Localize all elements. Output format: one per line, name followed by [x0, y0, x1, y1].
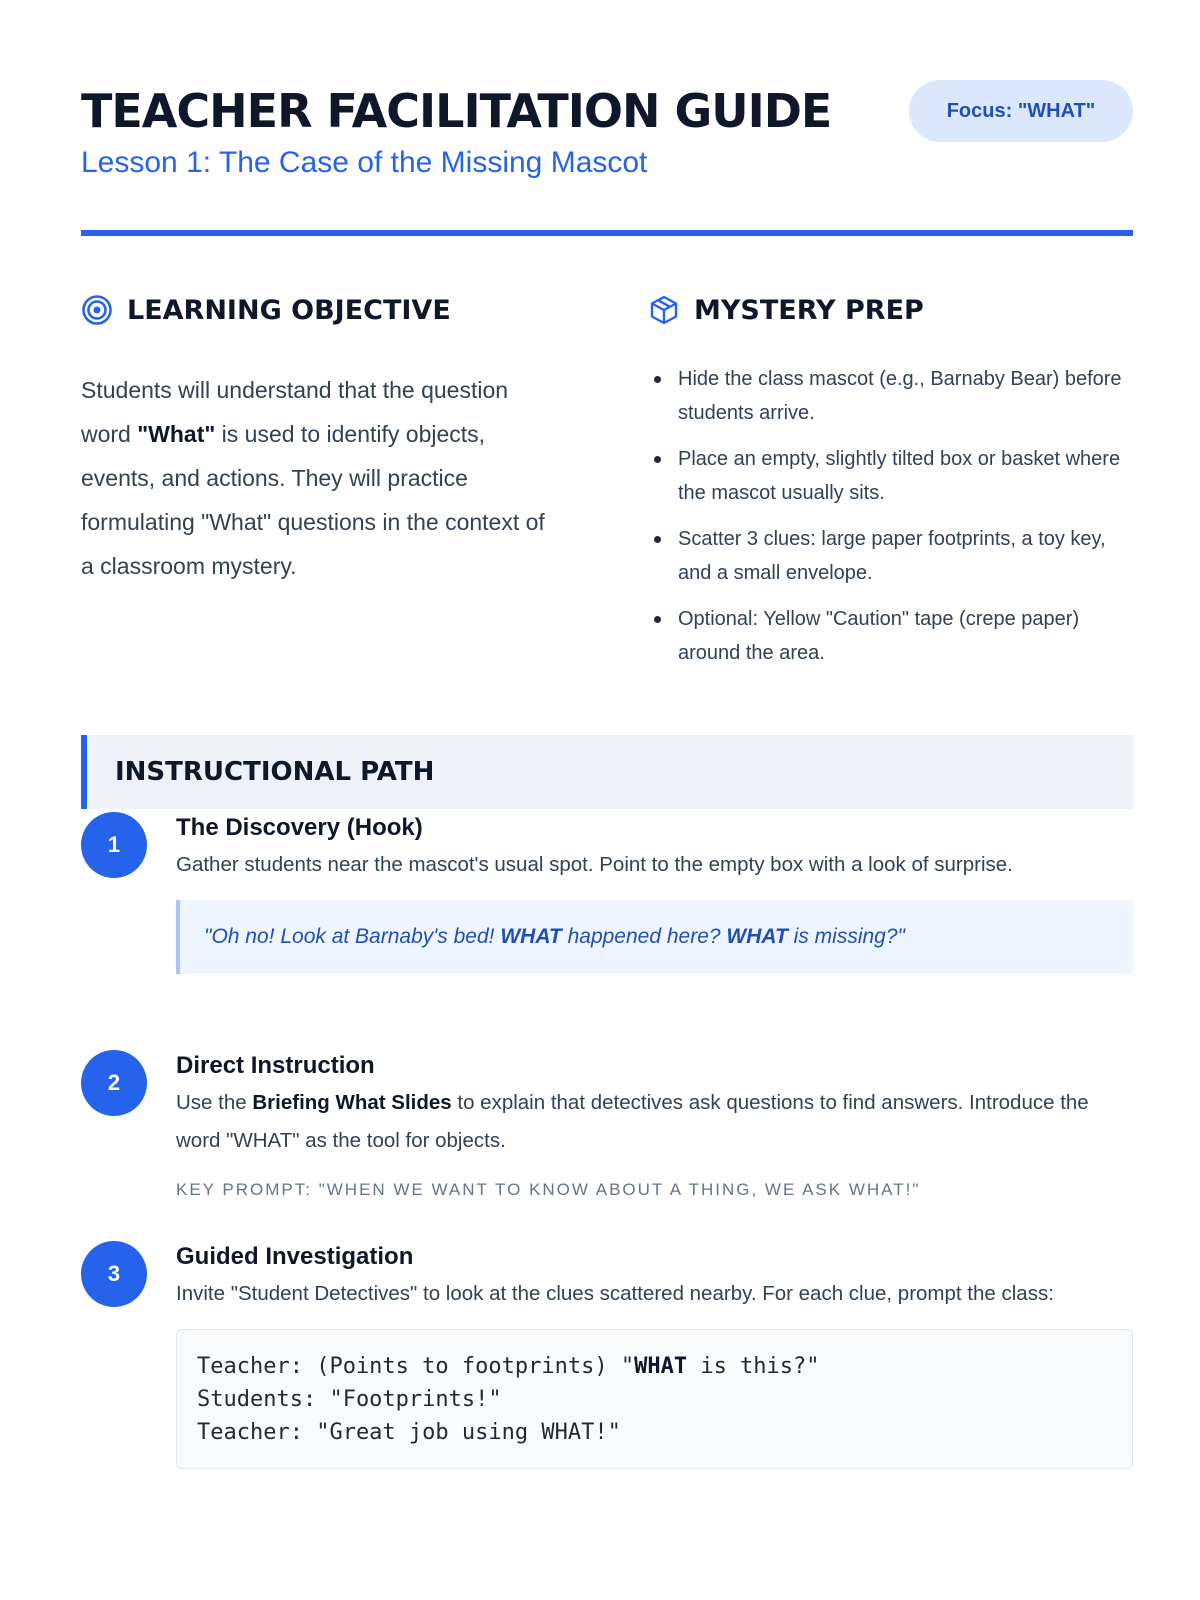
learning-objective-text: Students will understand that the question word "What" is used to identify objects, events, and actions. They will practice formulating "What" questions in the context of a classroom mystery.	[81, 377, 545, 579]
learning-objective-heading	[81, 290, 561, 330]
learning-objective-title: LEARNING OBJECTIVE	[127, 294, 451, 326]
step-number-badge: 2	[81, 1050, 147, 1116]
step-title: Direct Instruction	[176, 1052, 375, 1079]
page-title: TEACHER FACILITATION GUIDE	[81, 84, 832, 138]
list-item: Place an empty, slightly tilted box or basket where the mascot usually sits.	[648, 442, 1133, 510]
list-item: Optional: Yellow "Caution" tape (crepe paper) around the area.	[648, 602, 1133, 670]
mystery-prep-heading	[648, 290, 1133, 330]
lesson-subtitle: Lesson 1: The Case of the Missing Mascot	[81, 146, 648, 179]
target-icon	[81, 294, 113, 326]
list-item: Scatter 3 clues: large paper footprints, a toy key, and a small envelope.	[648, 522, 1133, 590]
header-divider	[81, 230, 1133, 236]
learning-objective-section	[81, 290, 561, 588]
step-body	[176, 1241, 1133, 1469]
overview-columns	[81, 290, 1133, 670]
header	[81, 80, 1133, 230]
dialogue-script: Teacher: (Points to footprints) "WHAT is this?" Students: "Footprints!" Teacher: "Great job using WHAT!"	[176, 1329, 1133, 1469]
teacher-quote: "Oh no! Look at Barnaby's bed! WHAT happened here? WHAT is missing?"	[176, 900, 1133, 974]
box-icon	[648, 294, 680, 326]
step-title: The Discovery (Hook)	[176, 814, 423, 841]
step-number-badge: 3	[81, 1241, 147, 1307]
step-text: Use the Briefing What Slides to explain that detectives ask questions to find answers. Introduce the word "WHAT" as the tool for objects.	[176, 1091, 1089, 1152]
step-number-badge: 1	[81, 812, 147, 878]
step-text: Gather students near the mascot's usual spot. Point to the empty box with a look of surprise.	[176, 853, 1013, 876]
mystery-prep-list	[648, 362, 1133, 670]
instructional-path-banner: INSTRUCTIONAL PATH	[81, 735, 1133, 809]
focus-badge: Focus: "WHAT"	[909, 80, 1133, 142]
step-body	[176, 1050, 1133, 1200]
mystery-prep-title: MYSTERY PREP	[694, 294, 924, 326]
step-title: Guided Investigation	[176, 1243, 414, 1270]
step-body	[176, 812, 1133, 974]
facilitation-guide-page	[81, 80, 1133, 1445]
key-prompt: KEY PROMPT: "WHEN WE WANT TO KNOW ABOUT A THING, WE ASK WHAT!"	[176, 1180, 921, 1199]
mystery-prep-section	[648, 290, 1133, 682]
list-item: Hide the class mascot (e.g., Barnaby Bear) before students arrive.	[648, 362, 1133, 430]
step-text: Invite "Student Detectives" to look at the clues scattered nearby. For each clue, prompt the class:	[176, 1282, 1054, 1305]
